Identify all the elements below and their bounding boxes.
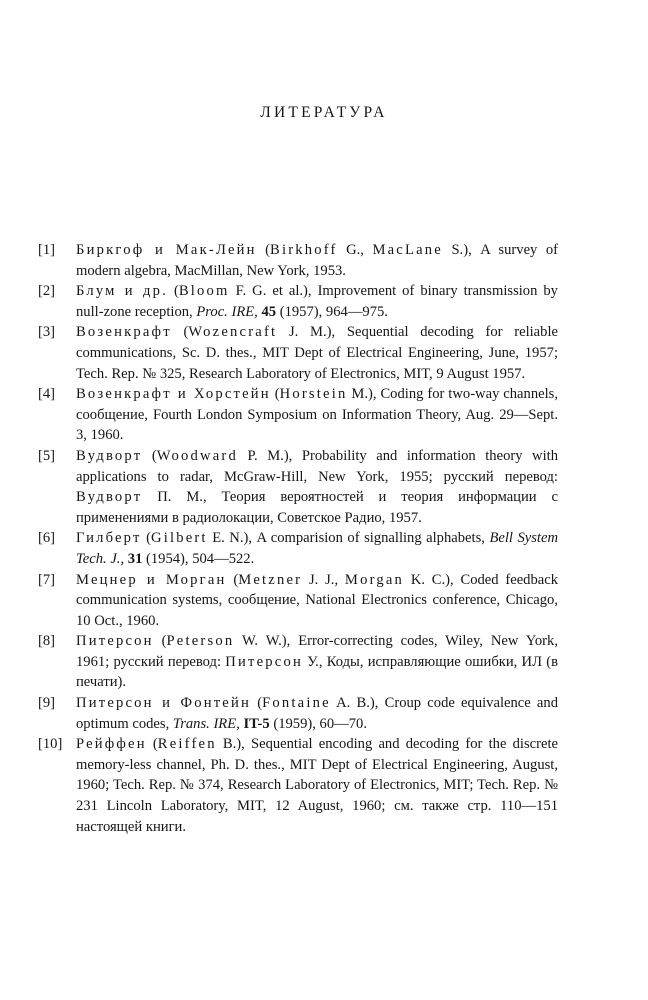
reference-fragment: B.), Sequential encoding and decoding for the discrete memory-less channel, Ph. D. thes., MIT Dept of Electrical Engineering, August, 1960; Tech. Rep. № 374, Research Laboratory of Electronics, MIT; Tech. Rep. № 231 Lincoln Laboratory, MIT, 12 August, 1960; см. также стр. 110—151 настоящей книги. — [76, 736, 558, 835]
reference-item — [38, 570, 558, 632]
reference-number: [4] — [38, 386, 56, 403]
author-name: Вудворт — [76, 447, 143, 464]
reference-list — [38, 240, 558, 837]
journal-title: Trans. IRE, — [172, 715, 240, 732]
author-name: Woodward — [156, 447, 238, 464]
reference-number: [6] — [38, 530, 56, 547]
reference-item — [38, 631, 558, 693]
reference-fragment: J. J., — [302, 571, 345, 588]
author-name: Питерсон — [225, 653, 303, 670]
author-name: Wozencraft — [188, 324, 278, 341]
reference-fragment: E. N.), A comparision of signalling alphabets, — [207, 530, 490, 547]
author-name: Мецнер и Морган — [76, 571, 227, 588]
reference-fragment: (1954), 504—522. — [142, 550, 255, 567]
volume-number: 31 — [127, 550, 143, 567]
volume-number: 45 — [261, 303, 277, 320]
reference-fragment: G., — [337, 242, 373, 258]
reference-item — [38, 734, 558, 837]
reference-number: [7] — [38, 571, 56, 588]
reference-fragment: ( — [251, 695, 263, 712]
author-name: Возенкрафт и Хорстейн — [76, 386, 271, 403]
reference-fragment: P. M.), Probability and information theory with applications to radar, McGraw-Hill, New York, 1955; русский перевод: — [76, 447, 558, 485]
reference-text — [76, 631, 558, 693]
reference-fragment: ( — [153, 633, 167, 650]
reference-text — [76, 384, 558, 446]
author-name: Gilbert — [150, 530, 208, 547]
reference-item — [38, 384, 558, 446]
reference-number: [3] — [38, 324, 56, 341]
page-title: ЛИТЕРАТУРА — [260, 104, 388, 121]
reference-item — [38, 446, 558, 528]
author-name: Peterson — [166, 633, 235, 650]
author-name: Питерсон и Фонтейн — [76, 695, 252, 712]
author-name: Рейффен — [76, 736, 147, 753]
reference-text — [76, 570, 558, 632]
reference-fragment: M.), Coding for two-way channels, сообщение, Fourth London Symposium on Information Theory, Aug. 29—Sept. 3, 1960. — [76, 386, 558, 444]
reference-fragment: (1957), 964—975. — [276, 303, 388, 320]
reference-fragment: ( — [270, 386, 280, 403]
reference-text — [76, 281, 558, 322]
reference-fragment: (1959), 60—70. — [269, 715, 367, 732]
reference-number: [8] — [38, 633, 56, 650]
author-name: Возенкрафт — [76, 324, 172, 341]
author-name: Metzner — [238, 571, 303, 588]
author-name: Гилберт — [76, 530, 142, 547]
author-name: Morgan — [344, 571, 405, 588]
author-name: Биркгоф и Мак-Лейн — [76, 242, 257, 258]
author-name: Вудворт — [76, 489, 143, 506]
reference-item — [38, 528, 558, 569]
reference-number: [1] — [38, 242, 56, 258]
reference-item — [38, 281, 558, 322]
author-name: Horstein — [279, 386, 348, 403]
reference-item — [38, 240, 558, 281]
reference-fragment: W. W.), Error-correcting codes, Wiley, New York, 1961; русский перевод: — [76, 633, 558, 670]
journal-title: Bell System Tech. J., — [76, 530, 558, 567]
reference-fragment: S.), A survey of modern algebra, MacMillan, New York, 1953. — [76, 242, 558, 279]
reference-fragment: ( — [141, 530, 151, 547]
author-name: Питерсон — [76, 633, 154, 650]
author-name: Fontaine — [262, 695, 331, 712]
reference-number: [9] — [38, 695, 56, 712]
reference-number: [10] — [38, 736, 63, 753]
reference-fragment: F. G. et al.), Improvement of binary transmission by null-zone reception, — [76, 283, 558, 320]
reference-number: [5] — [38, 447, 56, 464]
author-name: Bloom — [178, 283, 230, 300]
reference-fragment: ( — [171, 324, 189, 341]
reference-fragment: У., Коды, исправляющие ошибки, ИЛ (в печати). — [76, 653, 558, 691]
reference-fragment: A. B.), Croup code equivalence and optimum codes, — [76, 695, 559, 732]
author-name: Блум и др. — [76, 283, 168, 300]
author-name: MacLane — [372, 242, 443, 258]
reference-fragment: П. М., Теория вероятностей и теория информации с применениями в радиолокации, Советское Радио, 1957. — [76, 489, 558, 526]
reference-fragment: ( — [142, 447, 157, 464]
reference-fragment: ( — [256, 242, 271, 258]
reference-text — [76, 322, 558, 384]
reference-item — [38, 693, 558, 734]
reference-number: [2] — [38, 283, 56, 300]
reference-fragment: J. M.), Sequential decoding for reliable communications, Sc. D. thes., MIT Dept of Electrical Engineering, June, 1957; Tech. Rep. № 325, Research Laboratory of Electronics, MIT, 9 August 1957. — [76, 324, 558, 382]
reference-item — [38, 322, 558, 384]
reference-text — [76, 240, 558, 281]
reference-fragment: K. C.), Coded feedback communication systems, сообщение, National Electronics conference, Chicago, 10 Oct., 1960. — [76, 571, 559, 629]
reference-text — [76, 693, 558, 734]
volume-number: IT-5 — [243, 715, 270, 732]
reference-text — [76, 446, 558, 528]
reference-fragment: ( — [146, 736, 158, 753]
author-name: Reiffen — [157, 736, 217, 753]
reference-fragment: ( — [167, 283, 179, 300]
reference-text — [76, 528, 558, 569]
reference-text — [76, 734, 558, 837]
journal-title: Proc. IRE, — [196, 303, 258, 320]
reference-fragment: ( — [226, 571, 239, 588]
author-name: Birkhoff — [270, 242, 338, 258]
